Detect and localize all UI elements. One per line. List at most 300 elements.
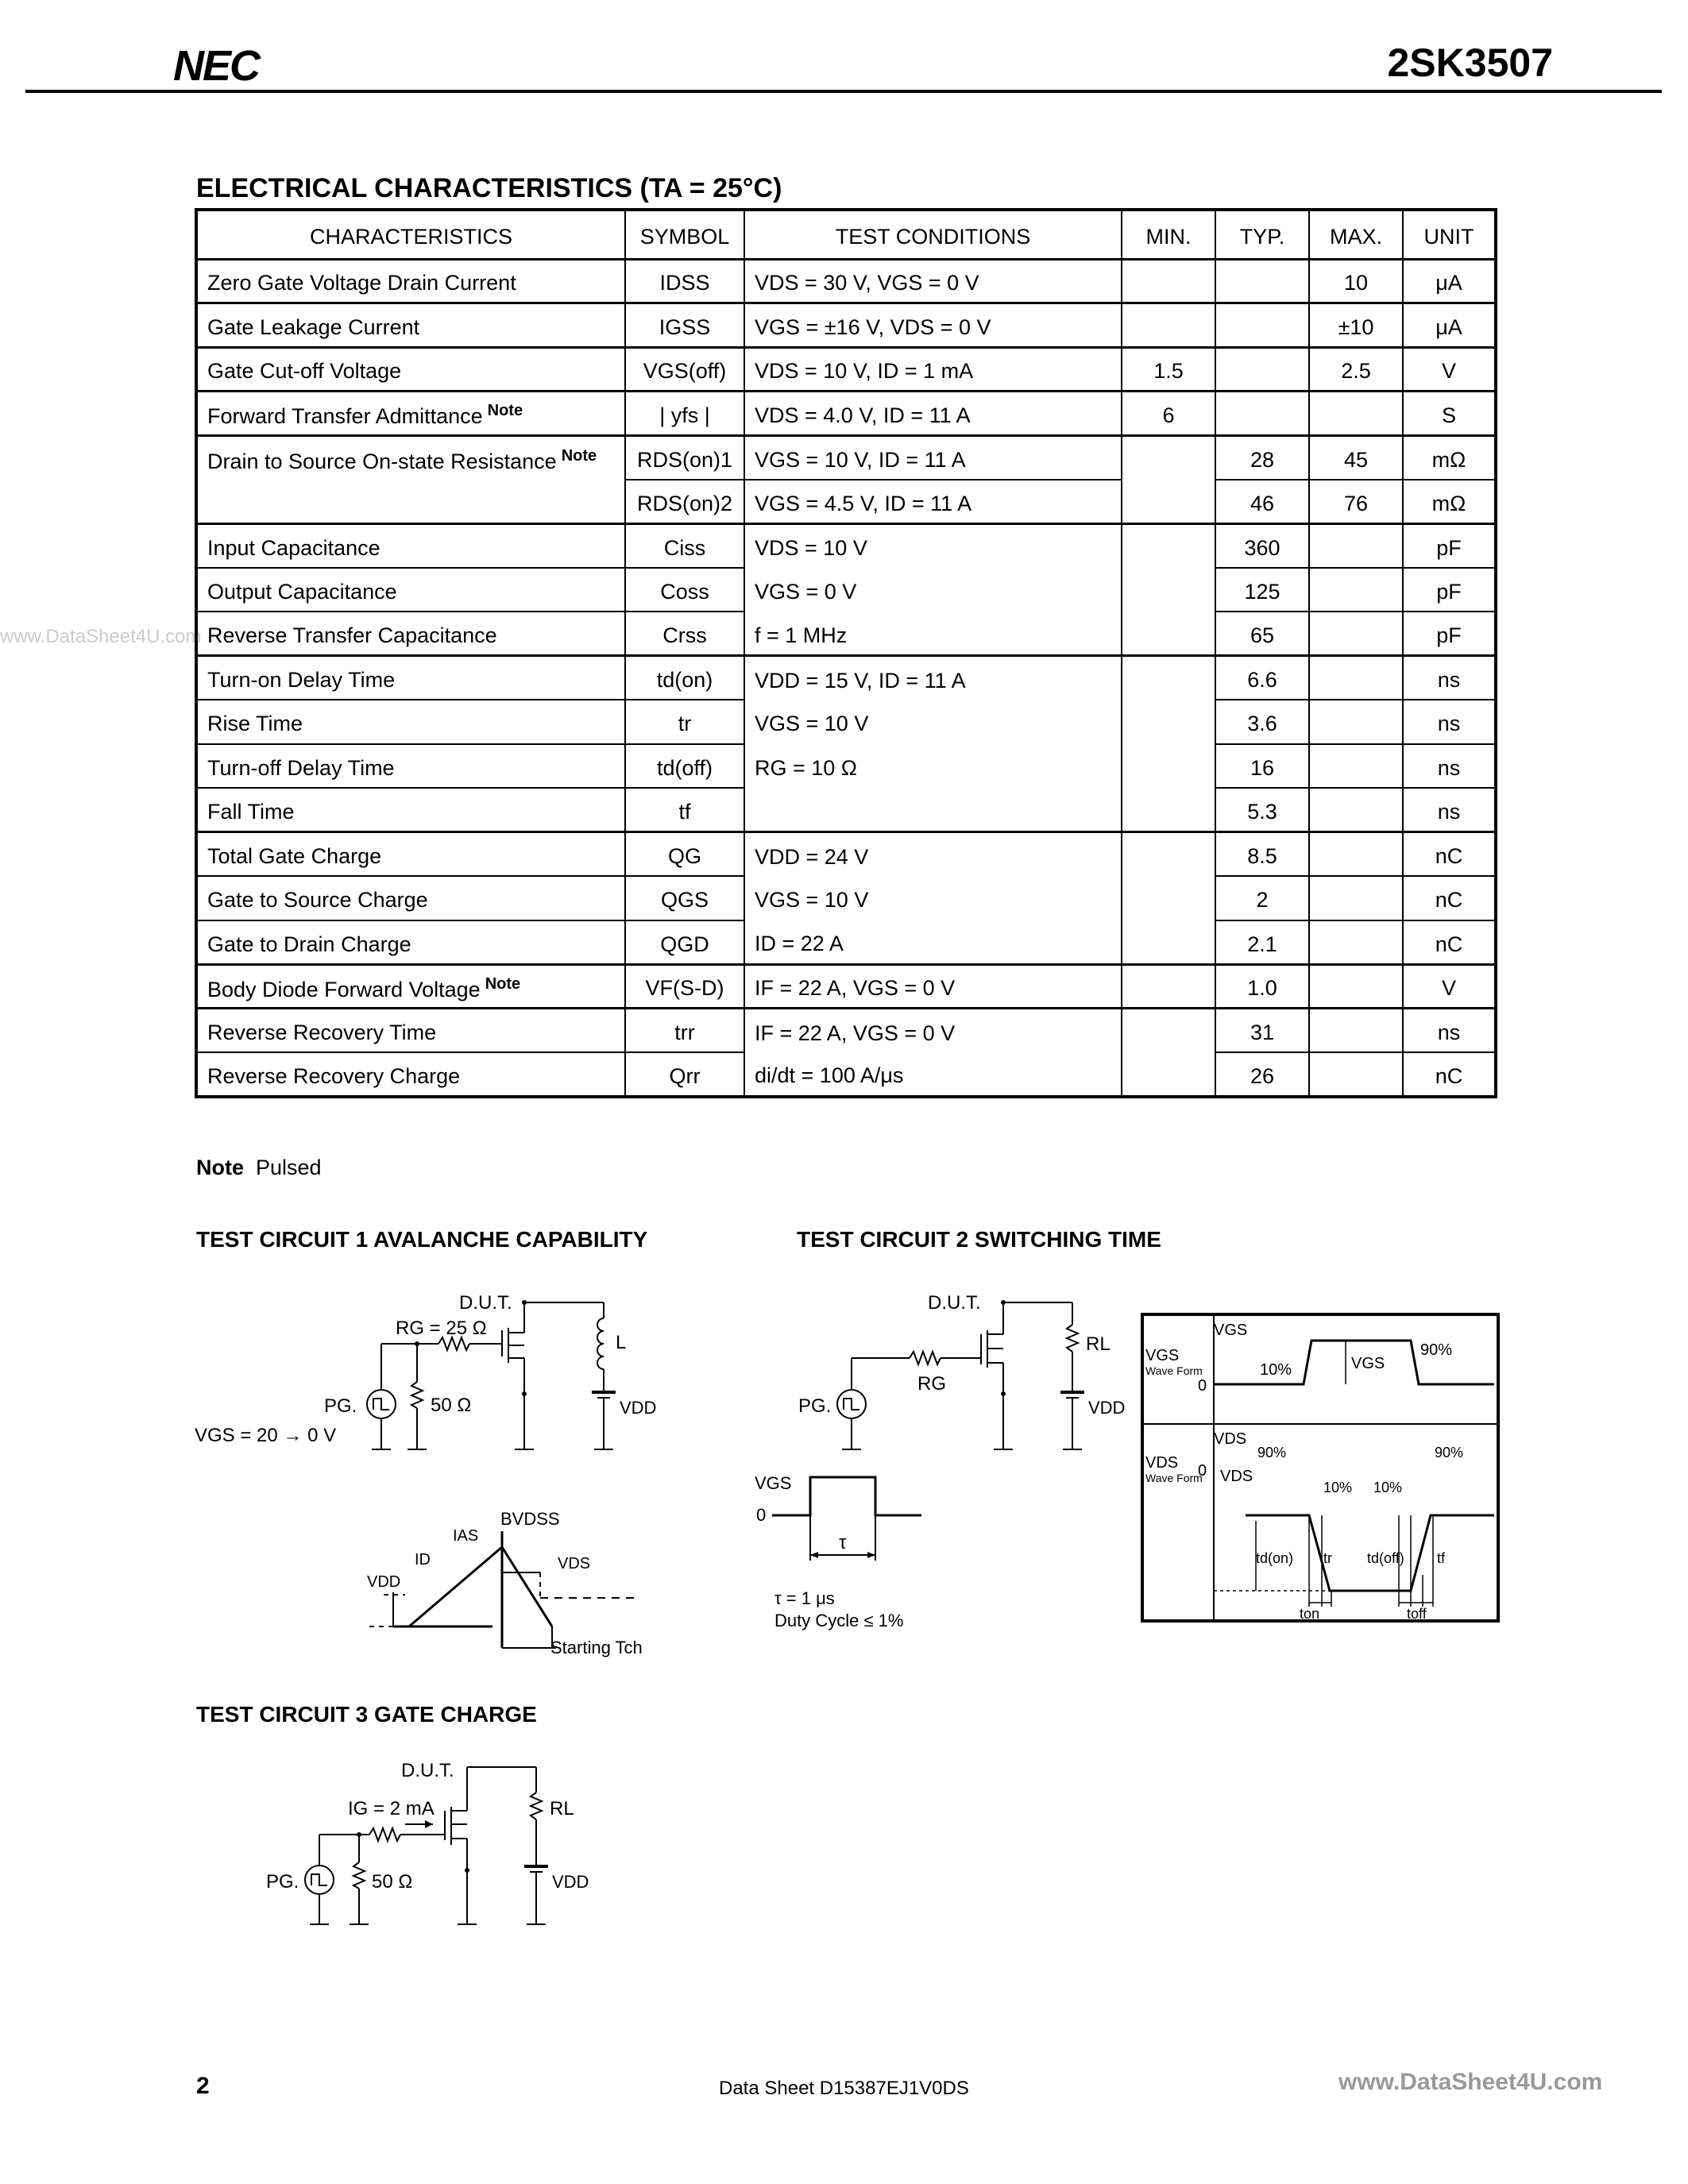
tc1-vdd: VDD [620, 1398, 657, 1418]
cell-min [1122, 259, 1215, 303]
cell-value: IDSS [659, 271, 710, 295]
wf-p90a: 90% [1257, 1445, 1287, 1461]
tc3-r50: 50 Ω [372, 1871, 413, 1893]
cell-name [196, 347, 625, 392]
cell-max [1309, 700, 1403, 744]
wf-tf: tf [1437, 1550, 1446, 1566]
table-row [196, 920, 1496, 965]
wf-tdoff: td(off) [1367, 1550, 1404, 1566]
cell-symbol [625, 876, 744, 920]
cell-value: μA [1435, 271, 1462, 295]
cell-value: mΩ [1431, 491, 1466, 515]
tc1-vds: VDS [558, 1555, 591, 1572]
cell-typ [1215, 920, 1309, 965]
note-marker: Note [487, 402, 523, 420]
cell-cond [744, 832, 1122, 877]
characteristic-name: Forward Transfer Admittance [207, 404, 483, 429]
tc1-vdd2: VDD [367, 1573, 401, 1591]
cell-max [1309, 568, 1403, 612]
cell-min [1122, 1009, 1215, 1053]
cell-max [1309, 480, 1403, 524]
cell-max [1309, 920, 1403, 965]
tc2-tau: τ [839, 1532, 847, 1553]
cell-value: Qrr [669, 1063, 701, 1088]
cell-value: ns [1437, 668, 1461, 692]
cell-name [196, 788, 625, 832]
cell-value: 76 [1343, 491, 1369, 515]
cell-max [1309, 523, 1403, 568]
col-header: TEST CONDITIONS [744, 210, 1122, 259]
cell-symbol [625, 788, 744, 832]
cell-value: 45 [1343, 447, 1369, 472]
cell-value: Ciss [663, 535, 706, 560]
cell-typ [1215, 700, 1309, 744]
cell-symbol [625, 1052, 744, 1097]
characteristic-name: Body Diode Forward Voltage [207, 977, 481, 1001]
cell-value: ns [1437, 755, 1461, 780]
cell-name [196, 832, 625, 877]
cell-min [1122, 832, 1215, 877]
cell-unit [1403, 480, 1496, 524]
cell-unit [1403, 1052, 1496, 1097]
cell-min [1122, 656, 1215, 700]
cell-name [196, 303, 625, 348]
tc1-ias: IAS [453, 1527, 479, 1545]
characteristic-name: Turn-on Delay Time [207, 668, 396, 692]
cell-value: VDS = 10 V, ID = 1 mA [755, 359, 974, 384]
cell-unit [1403, 612, 1496, 656]
cell-typ [1215, 612, 1309, 656]
cell-value: 2.1 [1247, 932, 1277, 956]
cell-value: VDS = 30 V, VGS = 0 V [755, 271, 979, 295]
cell-min [1122, 876, 1215, 920]
tc1-dut: D.U.T. [459, 1292, 512, 1314]
tc2-pg: PG. [798, 1395, 832, 1417]
tc1-circuit [191, 1287, 683, 1668]
cell-cond [744, 744, 1122, 789]
doc-id: Data Sheet D15387EJ1V0DS [719, 2078, 969, 2099]
cell-typ [1215, 832, 1309, 877]
cell-value: VF(S-D) [645, 976, 724, 1001]
characteristic-name: Total Gate Charge [207, 844, 382, 868]
cell-value: IF = 22 A, VGS = 0 V [755, 1021, 956, 1045]
cell-unit [1403, 920, 1496, 965]
cell-value: nC [1435, 888, 1463, 913]
cell-cond [744, 347, 1122, 392]
tc3-pg: PG. [266, 1871, 299, 1893]
cell-value: 5.3 [1247, 800, 1277, 824]
cell-unit [1403, 523, 1496, 568]
cell-max [1309, 788, 1403, 832]
cell-value: VDD = 24 V [755, 844, 869, 869]
cell-cond [744, 612, 1122, 656]
cell-value: VGS = ±16 V, VDS = 0 V [755, 314, 991, 339]
table-row [196, 788, 1496, 832]
cell-typ [1215, 568, 1309, 612]
tc2-pulse-vgs: VGS [755, 1473, 792, 1493]
cell-typ [1215, 259, 1309, 303]
cell-value: 31 [1250, 1021, 1275, 1044]
cell-symbol [625, 1009, 744, 1053]
wf-vds-label: VDS [1145, 1454, 1179, 1472]
note-text: Pulsed [256, 1156, 322, 1179]
cell-unit [1403, 259, 1496, 303]
cell-unit [1403, 303, 1496, 348]
cell-value: VGS = 10 V [755, 712, 869, 736]
cell-value: pF [1436, 623, 1462, 647]
wf-vgs-label: VGS [1145, 1347, 1180, 1364]
cell-value: S [1441, 403, 1456, 427]
table-row [196, 523, 1496, 568]
cell-unit [1403, 656, 1496, 700]
cell-min [1122, 392, 1215, 436]
cell-typ [1215, 523, 1309, 568]
tc2-rg: RG [917, 1373, 946, 1395]
cell-unit [1403, 700, 1496, 744]
cell-value: RDS(on)1 [636, 447, 733, 472]
cell-max [1309, 1052, 1403, 1097]
cell-symbol [625, 435, 744, 480]
cell-max [1309, 612, 1403, 656]
characteristic-name: Gate Cut-off Voltage [207, 359, 402, 384]
cell-name [196, 612, 625, 656]
cell-max [1309, 656, 1403, 700]
wf-tdon: td(on) [1256, 1550, 1294, 1566]
col-header: UNIT [1403, 210, 1496, 259]
characteristic-name: Zero Gate Voltage Drain Current [207, 271, 516, 295]
characteristic-name: Turn-off Delay Time [207, 755, 395, 780]
cell-min [1122, 480, 1215, 524]
wf-vgs-mid: VGS [1351, 1355, 1385, 1372]
characteristic-name: Fall Time [207, 800, 295, 824]
cell-value: ±10 [1338, 314, 1374, 339]
cell-value: ns [1437, 1021, 1461, 1044]
cell-value: 6.6 [1247, 668, 1277, 692]
wf-vds-mid: VDS [1220, 1468, 1253, 1485]
cell-cond [744, 303, 1122, 348]
tc2-tau-eq: τ = 1 μs [774, 1588, 835, 1608]
cell-typ [1215, 303, 1309, 348]
cell-value: 65 [1250, 623, 1275, 647]
cell-value: VDS = 10 V [755, 536, 867, 560]
cell-typ [1215, 656, 1309, 700]
cell-value: 28 [1250, 447, 1275, 472]
cell-value: RDS(on)2 [636, 491, 733, 515]
cell-name [196, 656, 625, 700]
cell-min [1122, 920, 1215, 965]
tc1-pg: PG. [324, 1395, 357, 1417]
cell-value: ns [1437, 800, 1461, 824]
cell-value: nC [1435, 844, 1463, 868]
cell-value: 3.6 [1247, 712, 1277, 736]
table-row [196, 303, 1496, 348]
cell-value: VDD = 15 V, ID = 11 A [755, 668, 966, 693]
cell-name [196, 744, 625, 789]
cell-cond [744, 656, 1122, 700]
cell-unit [1403, 744, 1496, 789]
tc3-vdd: VDD [552, 1872, 589, 1892]
table-header-row [196, 210, 1496, 259]
cell-max [1309, 347, 1403, 392]
cell-value: tr [678, 712, 692, 736]
electrical-characteristics-table [195, 208, 1497, 1098]
cell-value: 6 [1162, 403, 1175, 427]
cell-value: pF [1436, 535, 1462, 560]
characteristic-name: Gate to Drain Charge [207, 932, 411, 956]
col-header: CHARACTERISTICS [196, 210, 625, 259]
cell-name [196, 392, 625, 436]
cell-value: QGD [660, 932, 709, 956]
tc1-id: ID [415, 1551, 431, 1569]
table-row [196, 435, 1496, 480]
cell-min [1122, 1052, 1215, 1097]
cell-max [1309, 964, 1403, 1009]
col-header: MAX. [1309, 210, 1403, 259]
cell-min [1122, 303, 1215, 348]
cell-value: ID = 22 A [755, 932, 844, 955]
table-row [196, 964, 1496, 1009]
cell-name [196, 1052, 625, 1097]
cell-value: td(on) [656, 668, 713, 692]
cell-value: mΩ [1431, 447, 1466, 472]
characteristic-name: Reverse Recovery Charge [207, 1063, 461, 1088]
wf-p10b: 10% [1373, 1480, 1403, 1495]
table-row [196, 1052, 1496, 1097]
page-number: 2 [196, 2073, 210, 2099]
cell-typ [1215, 964, 1309, 1009]
table-row [196, 392, 1496, 436]
nec-logo: NEC [173, 42, 260, 90]
header-rule [25, 90, 1662, 93]
tc2-title: TEST CIRCUIT 2 SWITCHING TIME [797, 1227, 1161, 1252]
table-row [196, 1009, 1496, 1053]
wf-vgs-waveform: Wave Form [1145, 1364, 1203, 1377]
tc2-dut: D.U.T. [928, 1292, 981, 1314]
cell-name [196, 568, 625, 612]
footer-site: www.DataSheet4U.com [1338, 2069, 1603, 2095]
cell-max [1309, 435, 1403, 480]
cell-min [1122, 568, 1215, 612]
cell-typ [1215, 788, 1309, 832]
cell-symbol [625, 832, 744, 877]
col-header: TYP. [1215, 210, 1309, 259]
note-marker: Note [485, 974, 521, 993]
cell-value: 10 [1343, 271, 1369, 295]
cell-unit [1403, 876, 1496, 920]
cell-name [196, 700, 625, 744]
tc3-rl: RL [550, 1798, 574, 1819]
cell-max [1309, 392, 1403, 436]
cell-max [1309, 832, 1403, 877]
wf-p10: 10% [1260, 1361, 1292, 1379]
characteristic-name: Gate to Source Charge [207, 888, 428, 913]
tc2-vdd: VDD [1088, 1398, 1126, 1418]
cell-value: 125 [1244, 579, 1280, 604]
cell-symbol [625, 523, 744, 568]
tc2-circuit [739, 1287, 1136, 1652]
cell-value: RG = 10 Ω [755, 755, 857, 780]
cell-cond [744, 1052, 1122, 1097]
characteristic-name: Rise Time [207, 712, 303, 736]
cell-symbol [625, 700, 744, 744]
wf-p90: 90% [1420, 1341, 1453, 1359]
cell-name [196, 1009, 625, 1053]
wf-vgs-zero: 0 [1198, 1377, 1207, 1395]
tc3-ig: IG = 2 mA [348, 1798, 435, 1819]
cell-value: Crss [662, 623, 707, 647]
cell-value: 26 [1250, 1063, 1275, 1088]
table-row [196, 347, 1496, 392]
wf-tr: tr [1323, 1550, 1332, 1566]
section-title: ELECTRICAL CHARACTERISTICS (TA = 25°C) [196, 173, 782, 203]
cell-min [1122, 788, 1215, 832]
cell-value: VDS = 4.0 V, ID = 11 A [755, 403, 971, 427]
wf-p10a: 10% [1323, 1480, 1353, 1495]
cell-value: 16 [1250, 755, 1275, 780]
characteristic-name: Drain to Source On-state Resistance [207, 449, 557, 473]
cell-symbol [625, 964, 744, 1009]
cell-typ [1215, 392, 1309, 436]
cell-min [1122, 700, 1215, 744]
cell-value: VGS = 10 V, ID = 11 A [755, 447, 966, 472]
cell-cond [744, 568, 1122, 612]
cell-value: trr [674, 1021, 695, 1044]
table-row [196, 480, 1496, 524]
tc3-circuit [254, 1751, 620, 1934]
characteristic-name: Gate Leakage Current [207, 314, 420, 339]
note-marker: Note [561, 446, 597, 465]
cell-unit [1403, 832, 1496, 877]
cell-value: QGS [660, 888, 709, 913]
cell-min [1122, 744, 1215, 789]
wf-p90b: 90% [1435, 1445, 1464, 1461]
cell-value: td(off) [656, 755, 713, 780]
cell-max [1309, 744, 1403, 789]
tc2-duty: Duty Cycle ≤ 1% [774, 1611, 904, 1630]
cell-unit [1403, 347, 1496, 392]
cell-symbol [625, 480, 744, 524]
cell-value: Coss [660, 579, 709, 604]
table-row [196, 259, 1496, 303]
cell-max [1309, 876, 1403, 920]
cell-typ [1215, 1052, 1309, 1097]
cell-cond [744, 523, 1122, 568]
cell-cond [744, 700, 1122, 744]
cell-value: 2 [1256, 888, 1269, 913]
cell-name [196, 480, 625, 524]
tc1-l: L [616, 1332, 627, 1353]
cell-value: f = 1 MHz [755, 623, 848, 647]
cell-max [1309, 259, 1403, 303]
cell-name [196, 876, 625, 920]
cell-name [196, 259, 625, 303]
table-note [196, 1156, 322, 1180]
table-row [196, 832, 1496, 877]
col-header: SYMBOL [625, 210, 744, 259]
cell-min [1122, 612, 1215, 656]
watermark-left: www.DataSheet4U.com [0, 626, 202, 647]
cell-symbol [625, 392, 744, 436]
cell-cond [744, 920, 1122, 965]
cell-typ [1215, 435, 1309, 480]
tc1-vgs: VGS = 20 → 0 V [195, 1425, 337, 1446]
cell-value: V [1441, 976, 1456, 1001]
table-row [196, 568, 1496, 612]
cell-value: 1.0 [1247, 976, 1277, 1001]
characteristic-name: Reverse Recovery Time [207, 1021, 437, 1044]
cell-value: 1.5 [1153, 359, 1184, 384]
cell-min [1122, 964, 1215, 1009]
tc1-title: TEST CIRCUIT 1 AVALANCHE CAPABILITY [196, 1227, 648, 1252]
cell-unit [1403, 568, 1496, 612]
cell-min [1122, 523, 1215, 568]
table-row [196, 876, 1496, 920]
tc2-waveform-box [1141, 1313, 1500, 1623]
cell-value: | yfs | [659, 403, 710, 427]
cell-value: ns [1437, 712, 1461, 736]
tc1-rg: RG = 25 Ω [396, 1318, 487, 1339]
part-number: 2SK3507 [1387, 41, 1553, 85]
cell-cond [744, 788, 1122, 832]
cell-unit [1403, 392, 1496, 436]
cell-symbol [625, 259, 744, 303]
cell-value: 46 [1250, 491, 1275, 515]
characteristic-name: Reverse Transfer Capacitance [207, 623, 497, 647]
cell-symbol [625, 656, 744, 700]
cell-cond [744, 876, 1122, 920]
characteristic-name: Output Capacitance [207, 579, 397, 604]
cell-unit [1403, 964, 1496, 1009]
cell-min [1122, 435, 1215, 480]
wf-ton: ton [1300, 1606, 1320, 1622]
wf-toff: toff [1407, 1606, 1427, 1622]
cell-cond [744, 964, 1122, 1009]
cell-typ [1215, 347, 1309, 392]
cell-name [196, 435, 625, 480]
cell-value: tf [678, 800, 691, 824]
tc1-bvdss: BVDSS [500, 1509, 560, 1529]
cell-cond [744, 435, 1122, 480]
cell-max [1309, 1009, 1403, 1053]
wf-vds-zero: 0 [1198, 1462, 1207, 1480]
tc3-title: TEST CIRCUIT 3 GATE CHARGE [196, 1702, 537, 1727]
cell-value: VGS = 10 V [755, 888, 869, 913]
note-label: Note [196, 1156, 244, 1179]
cell-cond [744, 1009, 1122, 1053]
cell-name [196, 523, 625, 568]
cell-value: QG [667, 844, 701, 868]
cell-cond [744, 259, 1122, 303]
tc3-dut: D.U.T. [401, 1760, 454, 1781]
table-body [196, 259, 1496, 1097]
cell-unit [1403, 435, 1496, 480]
cell-symbol [625, 347, 744, 392]
cell-value: IGSS [659, 314, 711, 339]
cell-value: 8.5 [1247, 844, 1277, 868]
cell-typ [1215, 1009, 1309, 1053]
cell-name [196, 964, 625, 1009]
cell-symbol [625, 920, 744, 965]
wf-vds-waveform: Wave Form [1145, 1472, 1203, 1484]
cell-symbol [625, 612, 744, 656]
cell-value: 360 [1244, 535, 1280, 560]
cell-value: V [1441, 359, 1456, 384]
cell-value: IF = 22 A, VGS = 0 V [755, 976, 956, 1001]
cell-symbol [625, 744, 744, 789]
cell-name [196, 920, 625, 965]
table-row [196, 656, 1496, 700]
cell-cond [744, 392, 1122, 436]
